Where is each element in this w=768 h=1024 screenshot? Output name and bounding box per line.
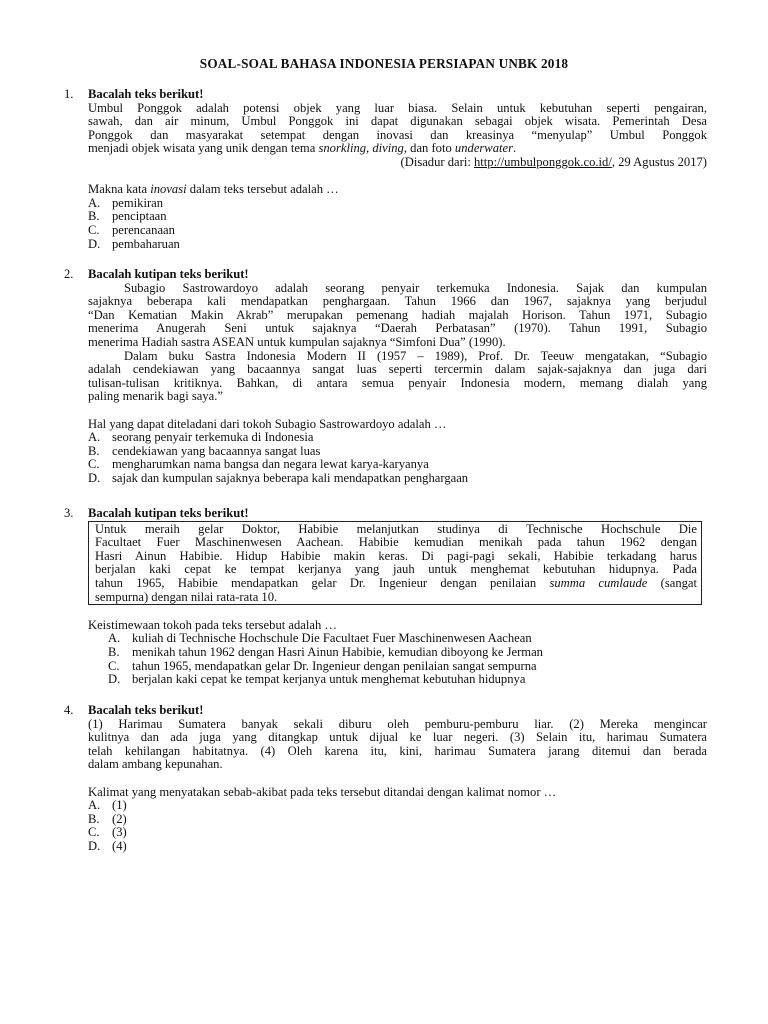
source-citation: [88, 156, 707, 170]
page-title: SOAL-SOAL BAHASA INDONESIA PERSIAPAN UNBK 2018: [199, 56, 569, 71]
passage-line: Ponggok dan masyarakat setempat dengan inovasi dan kreasinya “menyulap” Umbul Ponggok: [88, 127, 707, 142]
option-text: mengharumkan nama bangsa dan negara lewat karya-karyanya: [112, 457, 429, 472]
option-letter: A.: [88, 430, 101, 445]
passage-line: [88, 142, 707, 156]
option-a[interactable]: [88, 431, 707, 445]
question-heading: Bacalah kutipan teks berikut!: [88, 267, 249, 281]
option-letter: C.: [88, 222, 100, 237]
option-letter: B.: [108, 644, 120, 659]
option-letter: C.: [88, 825, 100, 840]
passage-box: [88, 521, 702, 606]
option-d[interactable]: [88, 673, 707, 687]
option-letter: C.: [88, 457, 100, 472]
question-body: [88, 704, 707, 854]
passage-line: telah kehilangan habitatnya. (4) Oleh karena itu, kini, harimau Sumatera jarang ditemui dan berada: [88, 743, 707, 758]
option-letter: C.: [108, 658, 120, 673]
option-c[interactable]: [88, 826, 707, 840]
question-number: 3.: [64, 506, 74, 520]
option-letter: B.: [88, 443, 100, 458]
passage-italic: underwater: [454, 141, 513, 156]
option-b[interactable]: [88, 210, 707, 224]
passage-line: sawah, dan air minum, Umbul Ponggok ini dapat digunakan sebagai objek wisata. Pemerintah Desa: [88, 114, 707, 129]
passage-italic: summa cumlaude: [549, 575, 648, 590]
question-prompt: Kalimat yang menyatakan sebab-akibat pada teks tersebut ditandai dengan kalimat nomor …: [88, 784, 557, 799]
passage-text: dan foto: [407, 141, 455, 156]
option-c[interactable]: [88, 224, 707, 238]
option-a[interactable]: [88, 799, 707, 813]
option-text: pembaharuan: [112, 236, 180, 251]
option-a[interactable]: [88, 197, 707, 211]
question-number: 2.: [64, 267, 74, 281]
option-letter: A.: [88, 798, 101, 813]
passage-line: Umbul Ponggok adalah potensi objek yang luar biasa. Selain untuk kebutuhan seperti pengairan,: [88, 100, 707, 115]
option-letter: A.: [88, 195, 101, 210]
question-body: [88, 507, 707, 687]
option-text: menikah tahun 1962 dengan Hasri Ainun Habibie, kemudian diboyong ke Jerman: [132, 644, 543, 659]
passage-line: [95, 577, 697, 591]
option-a[interactable]: [88, 632, 707, 646]
passage-italic: snorkling, diving,: [318, 141, 407, 156]
passage-line: (1) Harimau Sumatera banyak sekali diburu oleh pemburu-pemburu liar. (2) Mereka mengincar: [88, 716, 707, 731]
option-d[interactable]: [88, 238, 707, 252]
question-prompt: Keistimewaan tokoh pada teks tersebut adalah …: [88, 617, 337, 632]
option-d[interactable]: [88, 840, 707, 854]
question-heading: Bacalah teks berikut!: [88, 703, 204, 717]
option-text: berjalan kaki cepat ke tempat kerjanya untuk menghemat kebutuhan hidupnya: [132, 672, 526, 687]
option-text: kuliah di Technische Hochschule Die Facultaet Fuer Maschinenwesen Aachean: [132, 631, 532, 646]
option-text: pemikiran: [112, 195, 164, 210]
source-date: , 29 Agustus 2017): [611, 154, 707, 169]
question-heading: Bacalah teks berikut!: [88, 87, 204, 101]
option-b[interactable]: [88, 813, 707, 827]
source-prefix: (Disadur dari:: [400, 154, 474, 169]
question-prompt: Hal yang dapat diteladani dari tokoh Subagio Sastrowardoyo adalah …: [88, 416, 447, 431]
question-heading: Bacalah kutipan teks berikut!: [88, 506, 249, 520]
option-b[interactable]: [88, 646, 707, 660]
passage-line: Hasri Ainun Habibie. Hidup Habibie makin keras. Di pagi-pagi sekali, Habibie terkadang harus: [95, 548, 697, 563]
passage-line: sajaknya beberapa kali mendapatkan penghargaan. Tahun 1966 dan 1967, sajaknya yang berjudul: [88, 294, 707, 309]
passage-line: adalah cendekiawan yang bacaannya sangat luas seperti tercermin dalam sajak-sajaknya dan juga dari: [88, 362, 707, 377]
passage-line: kulitnya dan ada juga yang ditangkap untuk dijual ke luar negeri. (3) Selain itu, harimau Sumatera: [88, 730, 707, 745]
option-text: cendekiawan yang bacaannya sangat luas: [112, 443, 321, 458]
prompt-text: dalam teks tersebut adalah …: [186, 182, 339, 197]
passage-line: tulisan-tulisan kritiknya. Bahkan, di antara semua penyair Indonesia modern, memang dialah yang: [88, 375, 707, 390]
passage-line: menerima Hadiah sastra ASEAN untuk kumpulan sajaknya “Simfoni Dua” (1990).: [88, 334, 506, 349]
passage-line: paling menarik bagi saya.”: [88, 389, 223, 404]
passage-line: dalam ambang kepunahan.: [88, 757, 223, 772]
option-letter: B.: [88, 209, 100, 224]
option-letter: D.: [88, 236, 101, 251]
option-text: (4): [112, 838, 127, 853]
option-text: (1): [112, 798, 127, 813]
passage-text: (sangat: [647, 575, 698, 590]
option-text: (2): [112, 811, 127, 826]
passage-line: Untuk meraih gelar Doktor, Habibie melanjutkan studinya di Technische Hochschule Die: [95, 521, 697, 536]
question-prompt: [88, 183, 707, 197]
option-letter: A.: [108, 631, 121, 646]
passage-line: “Dan Kematian Makin Akrab” merupakan pemenang hadiah majalah Horison. Tahun 1971, Subagio: [88, 307, 707, 322]
passage-line: sempurna) dengan nilai rata-rata 10.: [95, 589, 278, 604]
option-text: perencanaan: [112, 222, 175, 237]
passage-line: berjalan kaki cepat ke tempat kerjanya yang jauh untuk menghemat kebutuhan hidupnya. Pada: [95, 562, 697, 577]
question-body: [88, 88, 707, 251]
option-text: seorang penyair terkemuka di Indonesia: [112, 430, 314, 445]
option-letter: D.: [108, 672, 121, 687]
option-d[interactable]: [88, 472, 707, 486]
question-number: 1.: [64, 87, 74, 101]
option-c[interactable]: [88, 458, 707, 472]
passage-text: menjadi objek wisata yang unik dengan tema: [88, 141, 319, 156]
option-text: penciptaan: [112, 209, 167, 224]
prompt-text: Makna kata: [88, 182, 151, 197]
question-body: [88, 268, 707, 486]
option-c[interactable]: [88, 660, 707, 674]
passage-line: Subagio Sastrowardoyo adalah seorang penyair terkemuka Indonesia. Sajak dan kumpulan: [124, 280, 707, 295]
passage-text: .: [513, 141, 517, 156]
prompt-italic: inovasi: [150, 182, 187, 197]
option-text: tahun 1965, mendapatkan gelar Dr. Ingenieur dengan penilaian sangat sempurna: [132, 658, 537, 673]
option-letter: D.: [88, 838, 101, 853]
option-text: sajak dan kumpulan sajaknya beberapa kali mendapatkan penghargaan: [112, 470, 469, 485]
passage-line: menerima Anugerah Seni untuk sajaknya “Daerah Perbatasan” (1970). Tahun 1991, Subagio: [88, 321, 707, 336]
passage-line: Dalam buku Sastra Indonesia Modern II (1957 – 1989), Prof. Dr. Teeuw mengatakan, “Subagio: [124, 348, 707, 363]
passage-line: Facultaet Fuer Maschinenwesen Aachean. Habibie kemudian menikah pada tahun 1962 dengan: [95, 535, 697, 550]
question-number: 4.: [64, 703, 74, 717]
option-text: (3): [112, 825, 127, 840]
option-letter: B.: [88, 811, 100, 826]
source-link[interactable]: http://umbulponggok.co.id/: [473, 154, 612, 169]
passage-text: tahun 1965, Habibie mendapatkan gelar Dr. Ingenieur dengan penilaian: [95, 575, 550, 590]
option-letter: D.: [88, 470, 101, 485]
option-b[interactable]: [88, 445, 707, 459]
